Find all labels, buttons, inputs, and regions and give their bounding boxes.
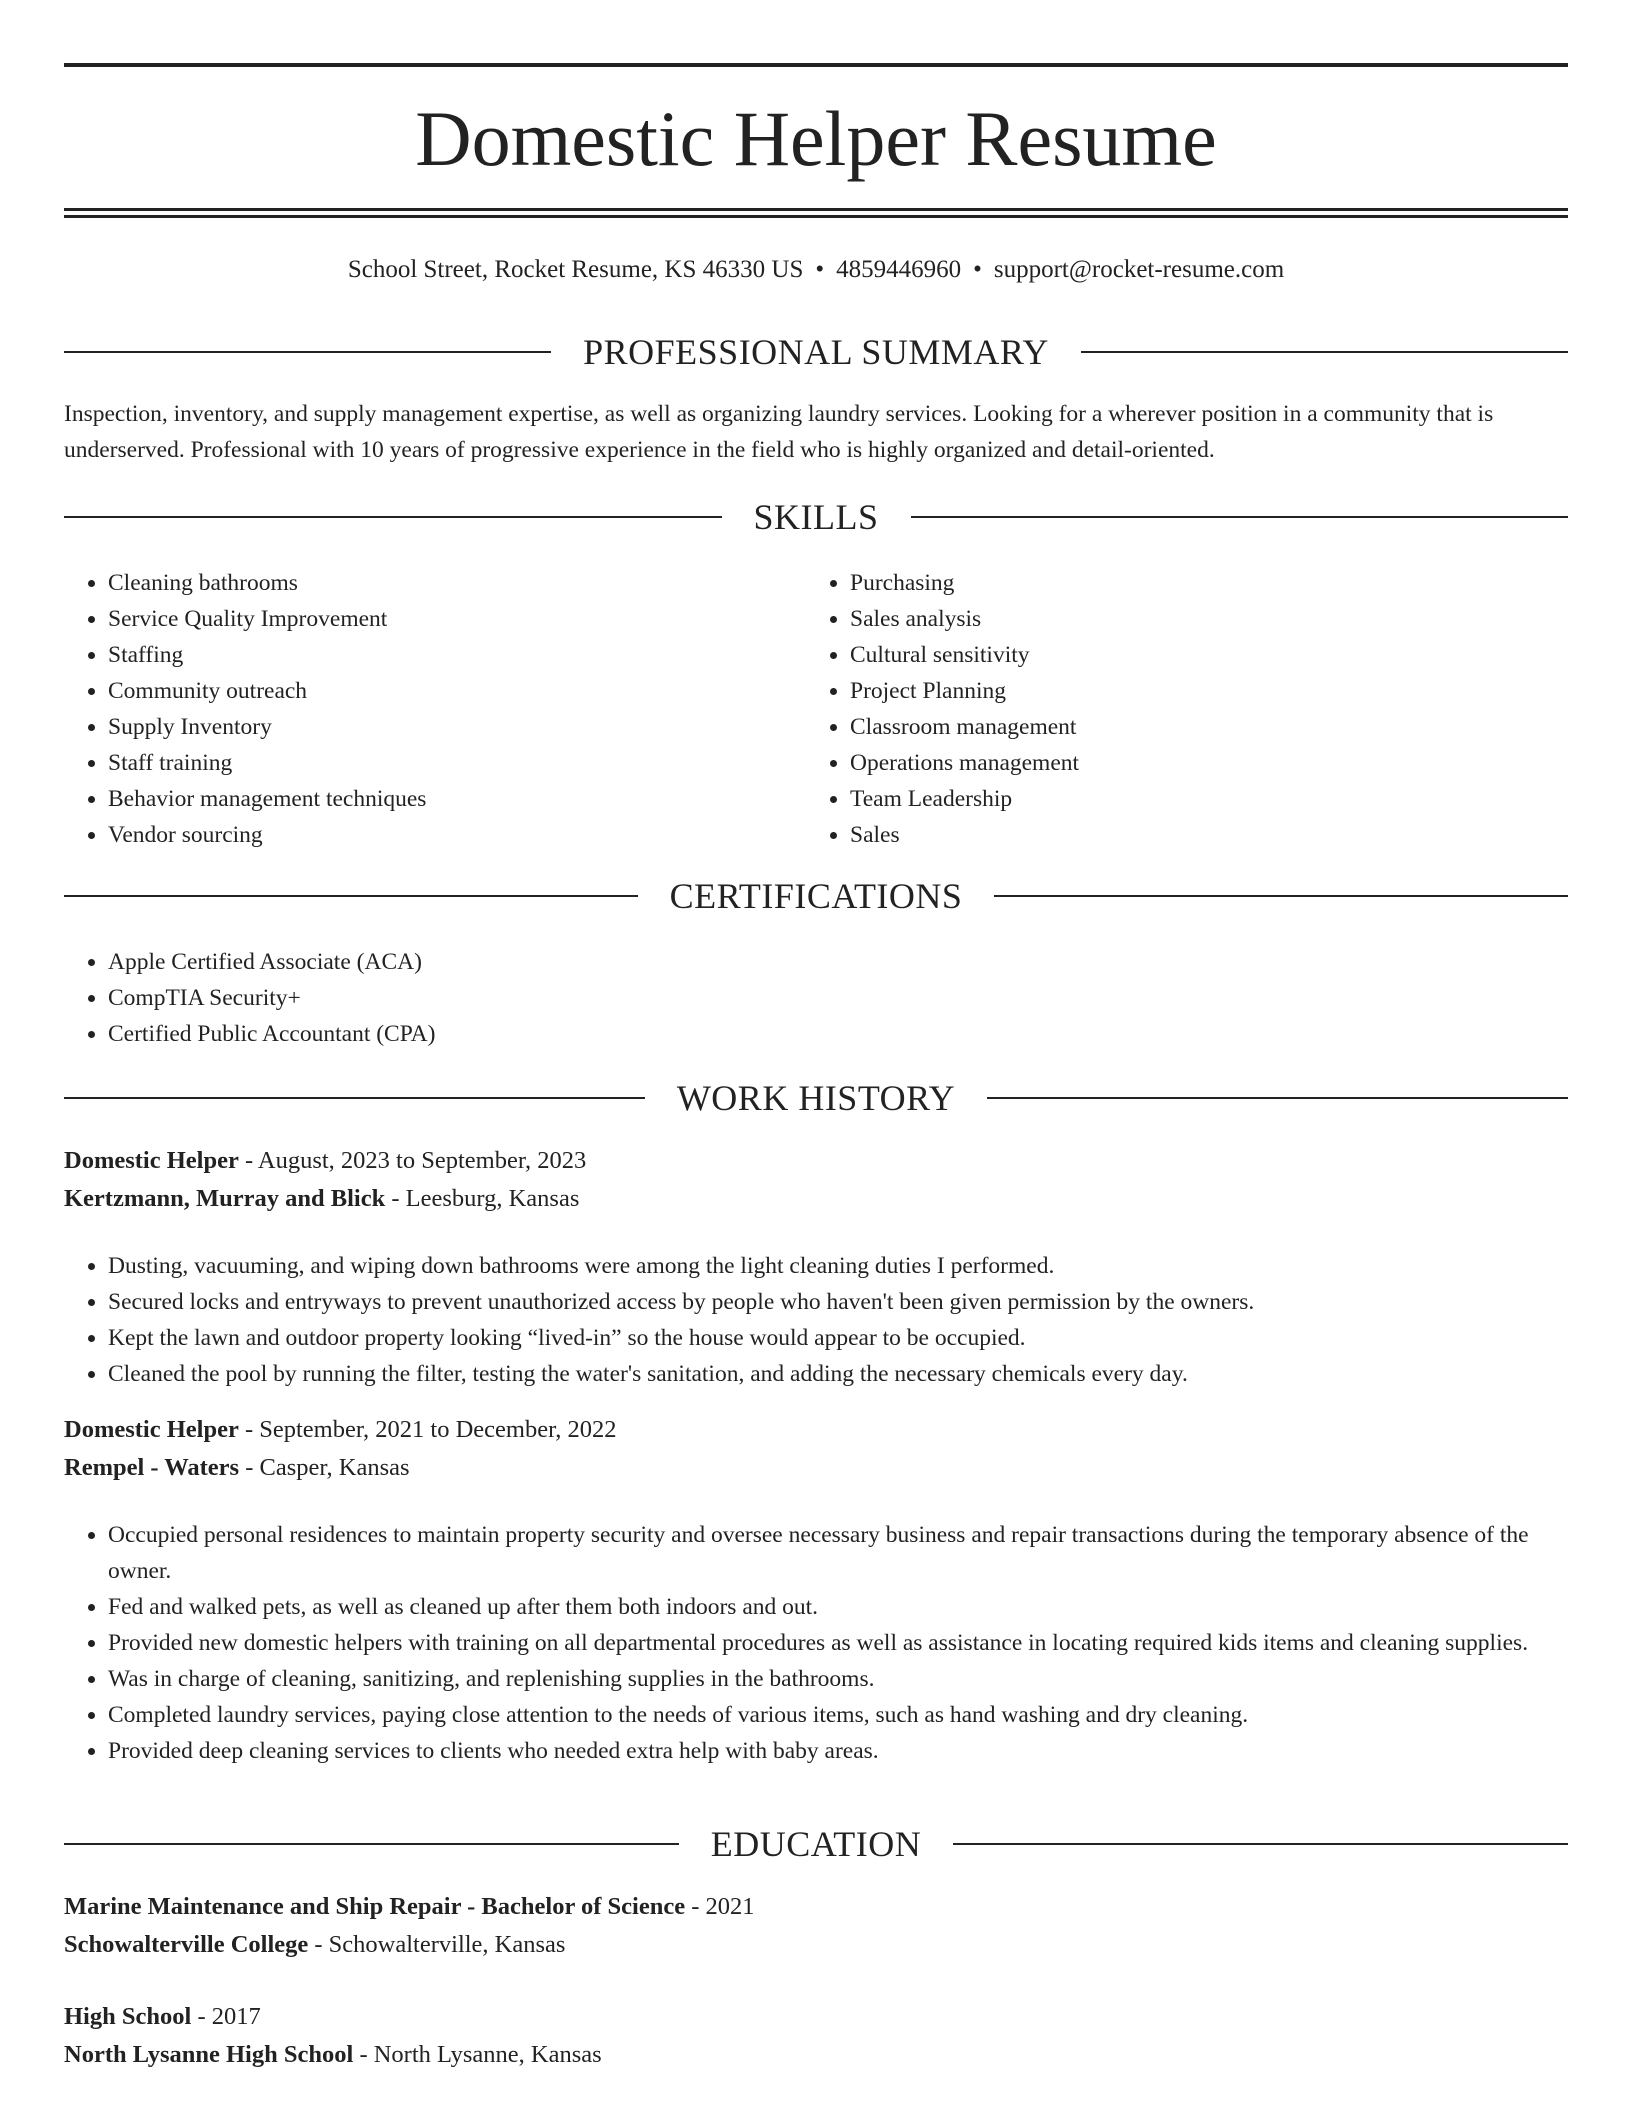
skill-item: • Cleaning bathrooms: [108, 565, 806, 601]
job-duty: • Fed and walked pets, as well as cleaned up after them both indoors and out.: [108, 1589, 1568, 1625]
job-company: Kertzmann, Murray and Blick: [64, 1185, 386, 1212]
job-duty: • Occupied personal residences to maintain property security and oversee necessary business and repair transactions during the temporary absence of the owner.: [108, 1517, 1568, 1589]
heading-rule: [953, 1843, 1568, 1845]
skill-item: • Staffing: [108, 637, 806, 673]
skills-left-column: [64, 565, 806, 853]
job-duty: • Dusting, vacuuming, and wiping down bathrooms were among the light cleaning duties I performed.: [108, 1248, 1568, 1284]
education-location: - North Lysanne, Kansas: [353, 2041, 602, 2068]
top-rule: [64, 63, 1568, 67]
certifications-list: [64, 944, 1568, 1052]
skill-item: • Sales analysis: [850, 601, 1548, 637]
job-duty: • Provided new domestic helpers with training on all departmental procedures as well as assistance in locating required kids items and cleaning supplies.: [108, 1625, 1568, 1661]
heading-rule: [1081, 351, 1568, 353]
certification-item: • Certified Public Accountant (CPA): [108, 1016, 1568, 1052]
education-school-line: [64, 1926, 1568, 1964]
heading-rule: [64, 1097, 645, 1099]
education-location: - Schowalterville, Kansas: [308, 1931, 566, 1958]
certification-item: • Apple Certified Associate (ACA): [108, 944, 1568, 980]
skill-item: • Sales: [850, 817, 1548, 853]
contact-separator: •: [973, 256, 982, 283]
certification-item: • CompTIA Security+: [108, 980, 1568, 1016]
job-company-line: [64, 1180, 1568, 1218]
skill-item: • Service Quality Improvement: [108, 601, 806, 637]
education-school: North Lysanne High School: [64, 2041, 354, 2068]
summary-heading: [64, 332, 1568, 372]
education-heading-label: EDUCATION: [710, 1824, 922, 1864]
job-duties-list: [64, 1517, 1568, 1769]
skill-item: • Purchasing: [850, 565, 1548, 601]
job-company: Rempel - Waters: [64, 1454, 240, 1481]
heading-rule: [994, 895, 1568, 897]
skill-item: • Community outreach: [108, 673, 806, 709]
education-school-line: [64, 2036, 1568, 2074]
contact-email: support@rocket-resume.com: [993, 256, 1285, 283]
heading-rule: [64, 351, 551, 353]
contact-line: [64, 254, 1568, 286]
job-duty: • Was in charge of cleaning, sanitizing, and replenishing supplies in the bathrooms.: [108, 1661, 1568, 1697]
job-duty: • Completed laundry services, paying close attention to the needs of various items, such as hand washing and dry cleaning.: [108, 1697, 1568, 1733]
certifications-heading: [64, 876, 1568, 916]
education-school: Schowalterville College: [64, 1931, 309, 1958]
summary-text: Inspection, inventory, and supply management expertise, as well as organizing laundry services. Looking for a wherever position in a community that is underserved. Professional with 10 years of progressive experience in the field who is highly organized and detail-oriented.: [64, 401, 1494, 463]
job-title: Domestic Helper: [64, 1147, 239, 1174]
work-history-heading-label: WORK HISTORY: [676, 1078, 956, 1118]
skill-item: • Project Planning: [850, 673, 1548, 709]
skill-item: • Team Leadership: [850, 781, 1548, 817]
heading-rule: [911, 516, 1569, 518]
education-degree: Marine Maintenance and Ship Repair - Bachelor of Science: [64, 1893, 686, 1920]
heading-rule: [64, 895, 638, 897]
skills-right-column: [806, 565, 1548, 853]
skill-item: • Cultural sensitivity: [850, 637, 1548, 673]
education-entry: [64, 1888, 1568, 1964]
job-location: - Casper, Kansas: [239, 1454, 410, 1481]
job-title-line: [64, 1411, 1568, 1449]
job-duty: • Secured locks and entryways to prevent unauthorized access by people who haven't been given permission by the owners.: [108, 1284, 1568, 1320]
job-title-line: [64, 1142, 1568, 1180]
skill-item: • Supply Inventory: [108, 709, 806, 745]
job-company-line: [64, 1449, 1568, 1487]
title-double-rule: [64, 208, 1568, 218]
resume-title: Domestic Helper Resume: [415, 95, 1217, 182]
certifications-heading-label: CERTIFICATIONS: [669, 876, 963, 916]
skill-item: • Behavior management techniques: [108, 781, 806, 817]
job-dates: - August, 2023 to September, 2023: [238, 1147, 587, 1174]
heading-rule: [987, 1097, 1568, 1099]
skill-item: • Vendor sourcing: [108, 817, 806, 853]
heading-rule: [64, 1843, 679, 1845]
skills-heading-label: SKILLS: [753, 497, 879, 537]
heading-rule: [64, 516, 722, 518]
education-degree-line: [64, 1998, 1568, 2036]
job-title: Domestic Helper: [64, 1416, 239, 1443]
work-history-heading: [64, 1078, 1568, 1118]
contact-separator: •: [815, 256, 825, 283]
education-degree-line: [64, 1888, 1568, 1926]
job-duties-list: [64, 1248, 1568, 1392]
education-year: - 2021: [685, 1893, 755, 1920]
skills-list: [64, 565, 1568, 853]
education-degree: High School: [64, 2003, 192, 2030]
contact-phone: 4859446960: [836, 256, 962, 283]
skill-item: • Operations management: [850, 745, 1548, 781]
job-duty: • Kept the lawn and outdoor property looking “lived-in” so the house would appear to be occupied.: [108, 1320, 1568, 1356]
job-location: - Leesburg, Kansas: [385, 1185, 580, 1212]
skill-item: • Classroom management: [850, 709, 1548, 745]
skills-heading: [64, 497, 1568, 537]
job-duty: • Provided deep cleaning services to clients who needed extra help with baby areas.: [108, 1733, 1568, 1769]
job-entry: [64, 1142, 1568, 1218]
job-entry: [64, 1411, 1568, 1487]
skill-item: • Staff training: [108, 745, 806, 781]
job-dates: - September, 2021 to December, 2022: [238, 1416, 617, 1443]
contact-address: School Street, Rocket Resume, KS 46330 US: [347, 256, 804, 283]
job-duty: • Cleaned the pool by running the filter, testing the water's sanitation, and adding the necessary chemicals every day.: [108, 1356, 1568, 1392]
education-heading: [64, 1824, 1568, 1864]
summary-heading-label: PROFESSIONAL SUMMARY: [583, 332, 1049, 372]
education-entry: [64, 1998, 1568, 2074]
education-year: - 2017: [191, 2003, 261, 2030]
